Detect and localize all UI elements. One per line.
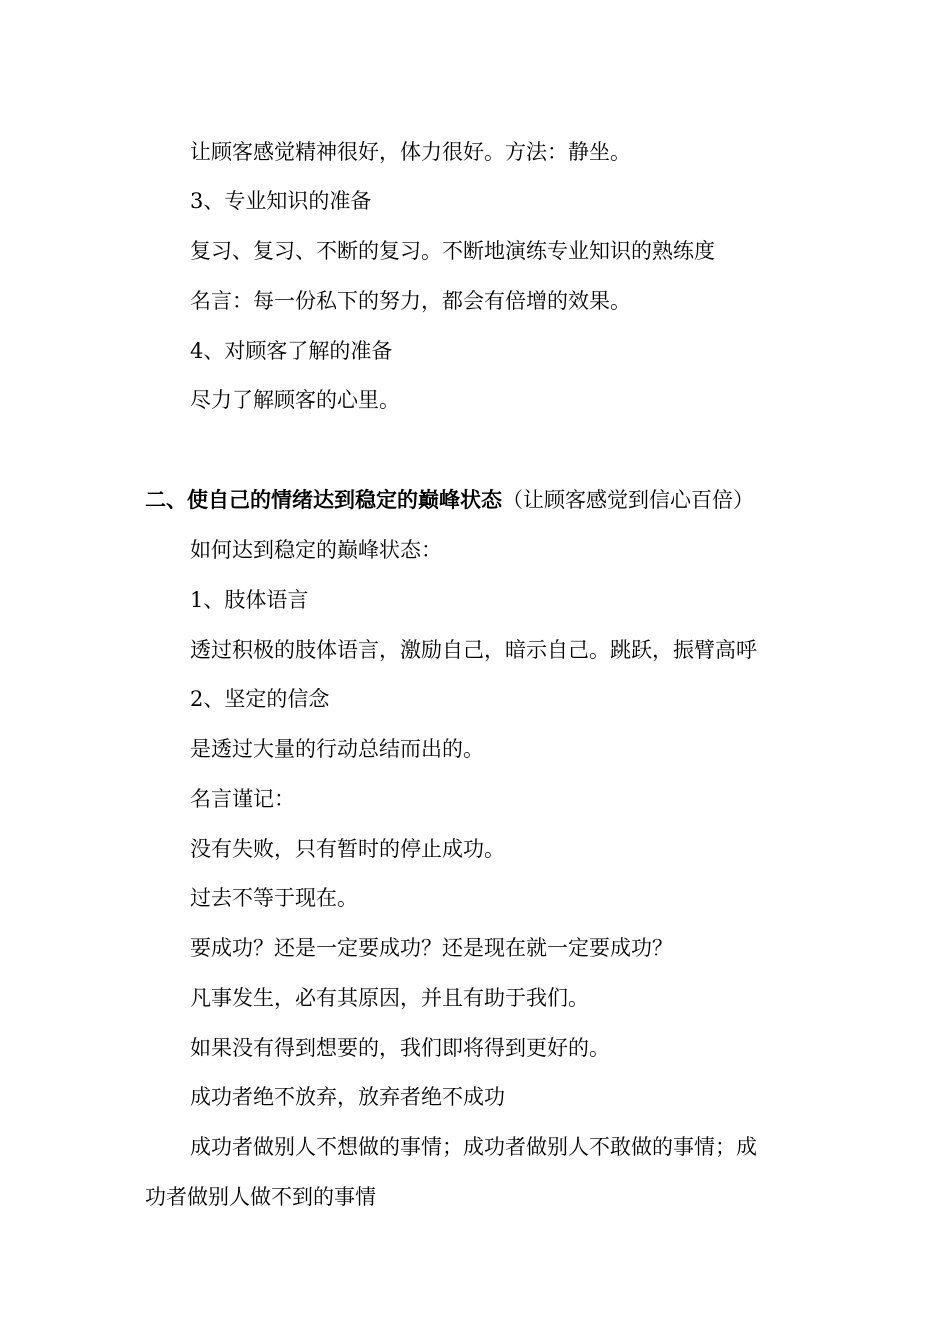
quote-line: 如果没有得到想要的，我们即将得到更好的。 [190, 1036, 610, 1060]
paragraph-line: 让顾客感觉精神很好，体力很好。方法：静坐。 [190, 140, 631, 164]
numbered-subheading: 1、肢体语言 [190, 588, 309, 612]
quote-line: 要成功？还是一定要成功？还是现在就一定要成功？ [190, 936, 673, 960]
section-heading [145, 486, 754, 514]
paragraph-line: 名言谨记： [190, 787, 295, 811]
quote-line: 成功者绝不放弃，放弃者绝不成功 [190, 1085, 505, 1109]
numbered-subheading: 2、坚定的信念 [190, 687, 330, 711]
paragraph-line: 如何达到稳定的巅峰状态： [190, 538, 442, 562]
paragraph-line: 尽力了解顾客的心里。 [190, 388, 400, 412]
section-heading-note: （让顾客感觉到信心百倍） [502, 488, 754, 512]
paragraph-line: 透过积极的肢体语言，激励自己，暗示自己。跳跃，振臂高呼 [190, 638, 757, 662]
quote-line: 名言：每一份私下的努力，都会有倍增的效果。 [190, 289, 631, 313]
section-heading-title: 二、使自己的情绪达到稳定的巅峰状态 [145, 487, 502, 512]
quote-line: 没有失败，只有暂时的停止成功。 [190, 837, 505, 861]
quote-line-continuation: 功者做别人做不到的事情 [145, 1185, 376, 1209]
quote-line: 成功者做别人不想做的事情；成功者做别人不敢做的事情；成 [190, 1135, 757, 1159]
numbered-subheading: 4、对顾客了解的准备 [190, 339, 393, 363]
paragraph-line: 是透过大量的行动总结而出的。 [190, 737, 484, 761]
paragraph-line: 复习、复习、不断的复习。不断地演练专业知识的熟练度 [190, 239, 715, 263]
quote-line: 凡事发生，必有其原因，并且有助于我们。 [190, 986, 589, 1010]
quote-line: 过去不等于现在。 [190, 886, 358, 910]
numbered-subheading: 3、专业知识的准备 [190, 189, 372, 213]
